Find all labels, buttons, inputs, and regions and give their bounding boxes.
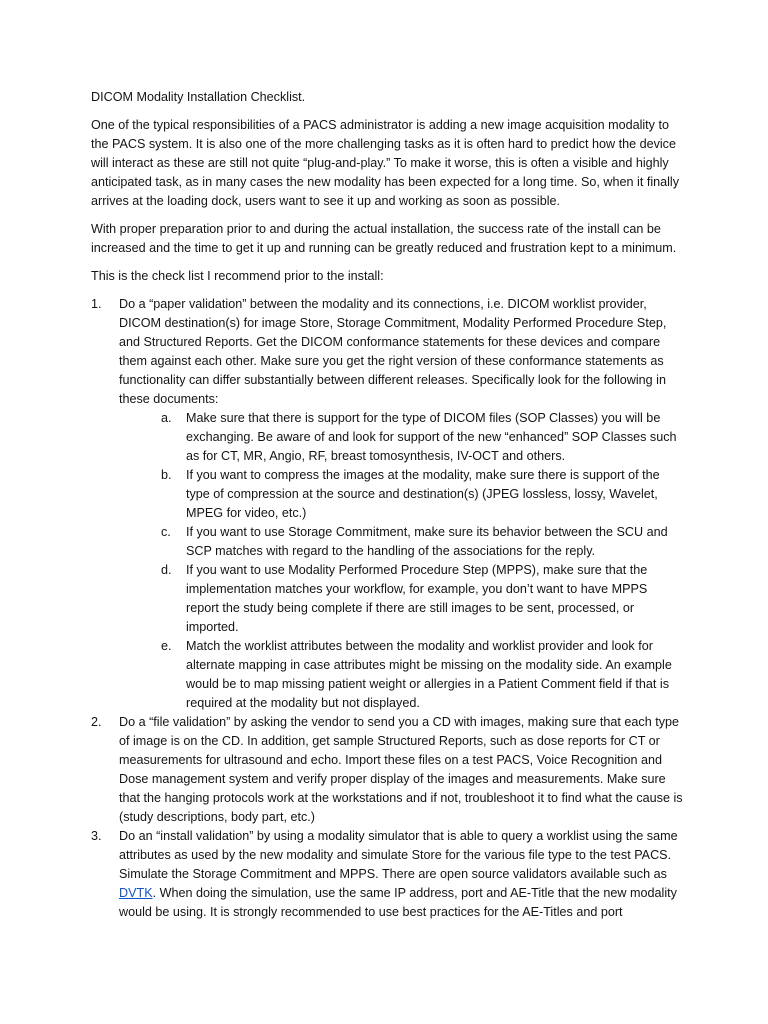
document-page bbox=[91, 88, 683, 922]
sub-item-letter: b. bbox=[161, 468, 172, 482]
sub-item-text: Match the worklist attributes between the modality and worklist provider and look for alternate mapping in case attributes might be missing on the modality side. An example would be to map missing patient weight or allergies in a Patient Comment field if that is required at the modality but not displayed. bbox=[186, 639, 672, 710]
item-text-after-link: . When doing the simulation, use the same IP address, port and AE-Title that the new modality would be using. It is strongly recommended to use best practices for the AE-Titles and port bbox=[119, 886, 677, 919]
sub-item-sop-classes bbox=[158, 409, 683, 466]
item-text: Do a “file validation” by asking the vendor to send you a CD with images, making sure that each type of image is on the CD. In addition, get sample Structured Reports, such as dose reports for CT or measurements for ultrasound and echo. Import these files on a test PACS, Voice Recognition and Dose management system and verify proper display of the images and measurements. Make sure that the hanging protocols work at the workstations and if not, troubleshoot it to find what the cause is (study descriptions, body part, etc.) bbox=[119, 715, 683, 824]
sub-checklist bbox=[119, 409, 683, 713]
item-text: Do a “paper validation” between the modality and its connections, i.e. DICOM worklist provider, DICOM destination(s) for image Store, Storage Commitment, Modality Performed Procedure Step, and Structured Reports. Get the DICOM conformance statements for these devices and compare them against each other. Make sure you get the right version of these conformance statements as functionality can differ substantially between different releases. Specifically look for the following in these documents: bbox=[119, 297, 667, 406]
checklist-item-paper-validation bbox=[91, 295, 683, 713]
item-number: 2. bbox=[91, 715, 102, 729]
checklist-intro: This is the check list I recommend prior to the install: bbox=[91, 269, 384, 283]
item-number: 3. bbox=[91, 829, 102, 843]
sub-item-storage-commitment bbox=[158, 523, 683, 561]
sub-item-text: If you want to use Modality Performed Procedure Step (MPPS), make sure that the implementation matches your workflow, for example, you don’t want to have MPPS report the study being complete if there are still images to be sent, processed, or imported. bbox=[186, 563, 648, 634]
sub-item-letter: c. bbox=[161, 525, 171, 539]
preparation-paragraph: With proper preparation prior to and during the actual installation, the success rate of the install can be increased and the time to get it up and running can be greatly reduced and frustration kept to a minimum. bbox=[91, 222, 677, 255]
checklist-item-install-validation bbox=[91, 827, 683, 922]
sub-item-compression bbox=[158, 466, 683, 523]
sub-item-text: Make sure that there is support for the type of DICOM files (SOP Classes) you will be exchanging. Be aware of and look for support of the new “enhanced” SOP Classes such as for CT, MR, Angio, RF, breast tomosynthesis, IV-OCT and others. bbox=[186, 411, 677, 463]
sub-item-letter: d. bbox=[161, 563, 172, 577]
document-title: DICOM Modality Installation Checklist. bbox=[91, 90, 306, 104]
sub-item-text: If you want to use Storage Commitment, make sure its behavior between the SCU and SCP matches with regard to the handling of the associations for the reply. bbox=[186, 525, 668, 558]
sub-item-text: If you want to compress the images at the modality, make sure there is support of the type of compression at the source and destination(s) (JPEG lossless, lossy, Wavelet, MPEG for video, etc.) bbox=[186, 468, 660, 520]
item-number: 1. bbox=[91, 297, 102, 311]
dvtk-link[interactable]: DVTK bbox=[119, 886, 153, 900]
sub-item-letter: e. bbox=[161, 639, 172, 653]
sub-item-mpps bbox=[158, 561, 683, 637]
sub-item-letter: a. bbox=[161, 411, 172, 425]
checklist-item-file-validation bbox=[91, 713, 683, 827]
sub-item-worklist-attributes bbox=[158, 637, 683, 713]
checklist bbox=[91, 295, 683, 922]
item-text-before-link: Do an “install validation” by using a modality simulator that is able to query a worklist using the same attributes as used by the new modality and simulate Store for the various file type to the test PACS. Simulate the Storage Commitment and MPPS. There are open source validators available such as bbox=[119, 829, 678, 881]
intro-paragraph: One of the typical responsibilities of a PACS administrator is adding a new image acquisition modality to the PACS system. It is also one of the more challenging tasks as it is often hard to predict how the device will interact as these are still not quite “plug-and-play.” To make it worse, this is often a visible and highly anticipated task, as in many cases the new modality has been expected for a long time. So, when it finally arrives at the loading dock, users want to see it up and working as soon as possible. bbox=[91, 118, 680, 208]
